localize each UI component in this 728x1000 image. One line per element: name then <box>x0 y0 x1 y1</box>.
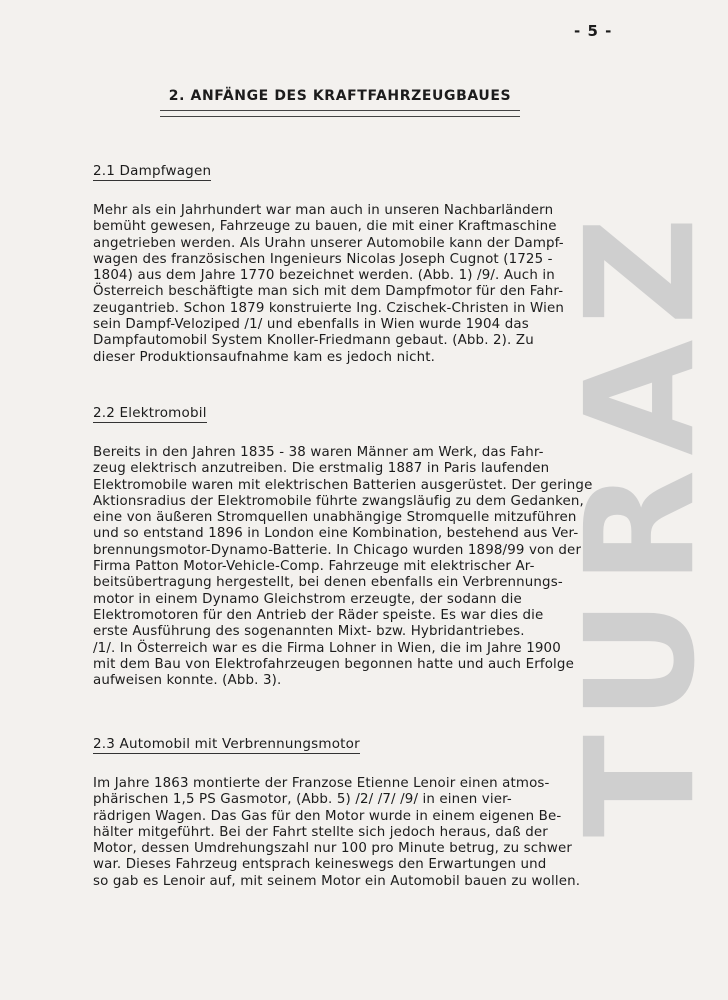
chapter-title-block <box>160 88 520 117</box>
section-paragraph: Bereits in den Jahren 1835 - 38 waren Männer am Werk, das Fahr- zeug elektrisch anzutreiben. Die erstmalig 1887 in Paris laufenden Elektromobile waren mit elektrischen Batterien ausgerüstet. Der geringe Aktionsradius der Elektromobile führte zwangsläufig zu dem Gedanken, eine von äußeren Stromquellen unabhängige Stromquelle mitzuführen und so entstand 1896 in London eine Kombination, bestehend aus Ver- brennungsmotor-Dynamo-Batterie. In Chicago wurden 1898/99 von der Firma Patton Motor-Vehicle-Comp. Fahrzeuge mit elektrischer Ar- beitsübertragung hergestellt, bei denen ebenfalls ein Verbrennungs- motor in einem Dynamo Gleichstrom erzeugte, der sodann die Elektromotoren für den Antrieb der Räder speiste. Es war dies die erste Ausführung des sogenannten Mixt- bzw. Hybridantriebes. /1/. In Österreich war es die Firma Lohner in Wien, die im Jahre 1900 mit dem Bau von Elektrofahrzeugen begonnen hatte und auch Erfolge aufweisen konnte. (Abb. 3). <box>93 445 593 689</box>
section-heading: 2.1 Dampfwagen <box>93 163 212 179</box>
section-verbrennungsmotor <box>93 733 628 890</box>
page-number: - 5 - <box>574 22 613 40</box>
section-heading: 2.2 Elektromobil <box>93 405 207 421</box>
section-heading: 2.3 Automobil mit Verbrennungsmotor <box>93 736 360 752</box>
section-paragraph: Mehr als ein Jahrhundert war man auch in unseren Nachbarländern bemüht gewesen, Fahrzeuge zu bauen, die mit einer Kraftmaschine angetrieben werden. Als Urahn unserer Automobile kann der Dampf- wagen des französischen Ingenieurs Nicolas Joseph Cugnot (1725 - 1804) aus dem Jahre 1770 bezeichnet werden. (Abb. 1) /9/. Auch in Österreich beschäftigte man sich mit dem Dampfmotor für den Fahr- zeugantrieb. Schon 1879 konstruierte Ing. Czischek-Christen in Wien sein Dampf-Veloziped /1/ und ebenfalls in Wien wurde 1904 das Dampfautomobil System Knoller-Friedmann gebaut. (Abb. 2). Zu dieser Produktionsaufnahme kam es jedoch nicht. <box>93 203 565 365</box>
title-double-rule <box>160 110 520 117</box>
watermark-text: TURAZ <box>554 202 728 838</box>
chapter-title: 2. ANFÄNGE DES KRAFTFAHRZEUGBAUES <box>168 88 512 104</box>
section-elektromobil <box>93 402 628 689</box>
section-dampfwagen <box>93 160 628 366</box>
section-paragraph: Im Jahre 1863 montierte der Franzose Etienne Lenoir einen atmos- phärischen 1,5 PS Gasmotor, (Abb. 5) /2/ /7/ /9/ in einen vier- rädrigen Wagen. Das Gas für den Motor wurde in einem eigenen Be- hälter mitgeführt. Bei der Fahrt stellte sich jedoch heraus, daß der Motor, dessen Umdrehungszahl nur 100 pro Minute betrug, zu schwer war. Dieses Fahrzeug entsprach keineswegs den Erwartungen und so gab es Lenoir auf, mit seinem Motor ein Automobil bauen zu wollen. <box>93 776 581 889</box>
